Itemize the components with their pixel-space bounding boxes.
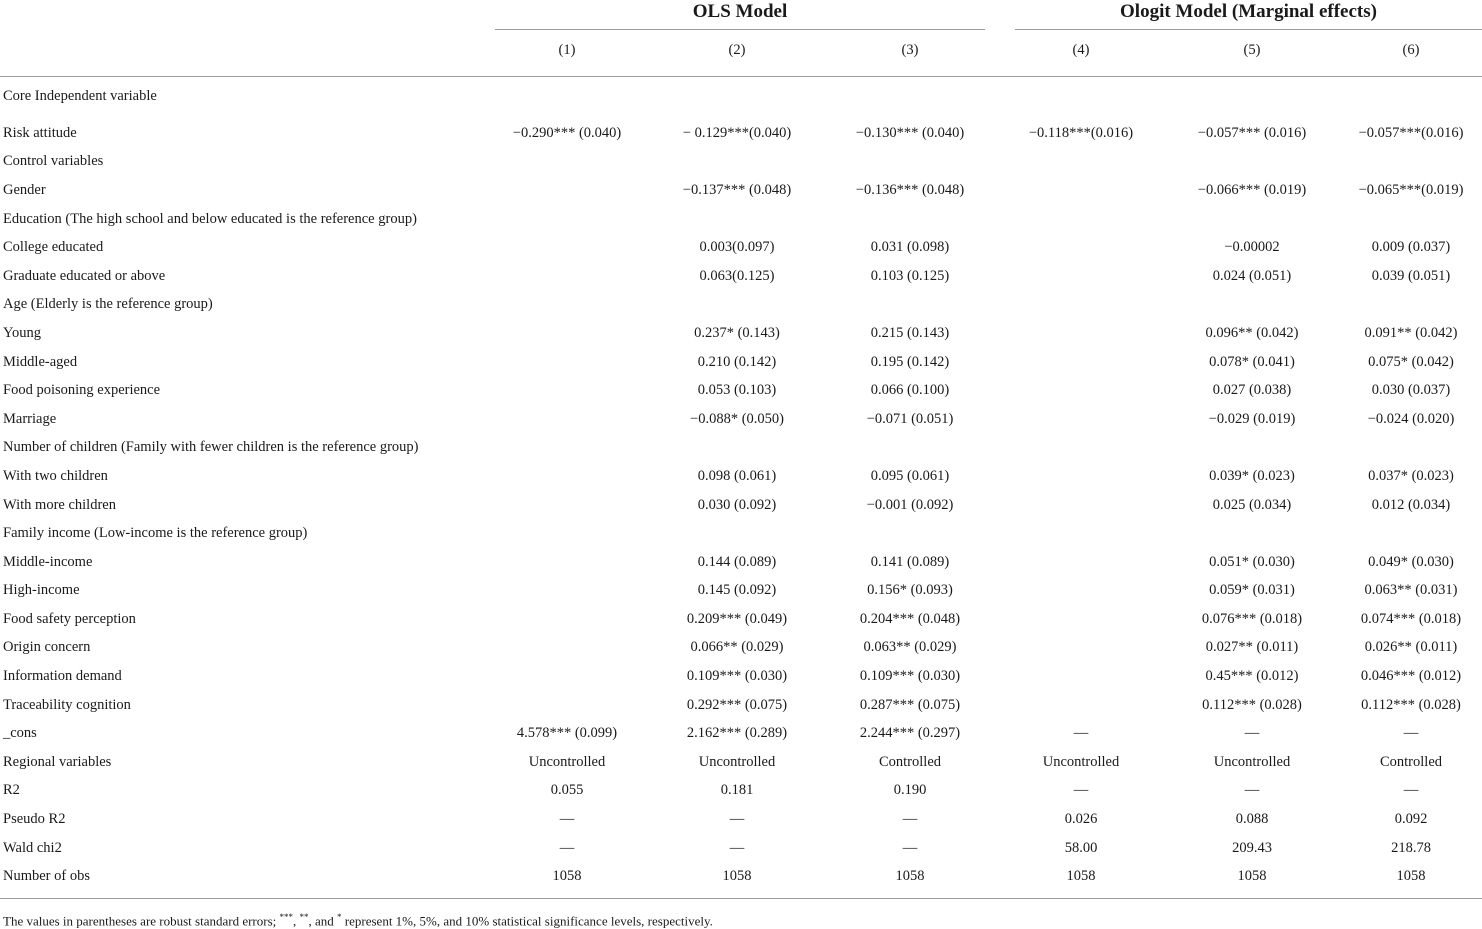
table-cell: Uncontrolled [698, 753, 776, 770]
table-row [0, 405, 1482, 434]
column-header: (5) [1243, 42, 1261, 58]
table-cell: 0.075* (0.042) [1368, 353, 1454, 370]
table-cell [482, 291, 652, 320]
table-row [0, 862, 1482, 891]
table-cell: — [729, 839, 745, 856]
table-cell: −0.136*** (0.048) [855, 181, 965, 198]
row-label: Traceability cognition [3, 696, 131, 713]
table-cell [652, 205, 822, 234]
table-cell: 0.144 (0.089) [697, 553, 777, 570]
table-row [0, 777, 1482, 806]
table-cell: −0.137*** (0.048) [682, 181, 792, 198]
table-row [0, 376, 1482, 405]
table-cell [482, 462, 652, 491]
table-cell [1340, 67, 1482, 119]
table-cell: 0.026 [1064, 811, 1098, 828]
table-cell: 0.063** (0.031) [1364, 582, 1458, 599]
row-label: Risk attitude [3, 124, 77, 141]
table-cell: — [559, 839, 575, 856]
table-cell [1340, 519, 1482, 548]
table-cell [998, 376, 1164, 405]
row-label: Education (The high school and below educated is the reference group) [3, 210, 417, 227]
table-cell [482, 434, 652, 463]
table-cell: 0.025 (0.034) [1212, 496, 1292, 513]
table-cell: 0.031 (0.098) [870, 239, 950, 256]
table-cell: — [559, 811, 575, 828]
table-row [0, 491, 1482, 520]
table-cell: — [1073, 725, 1089, 742]
table-cell [482, 148, 652, 177]
table-cell [482, 176, 652, 205]
table-cell [998, 319, 1164, 348]
table-cell: — [1244, 725, 1260, 742]
table-row [0, 719, 1482, 748]
table-cell: — [1403, 782, 1419, 799]
table-row [0, 577, 1482, 606]
row-label: _cons [3, 725, 37, 742]
row-label: Gender [3, 181, 46, 198]
table-cell: — [902, 811, 918, 828]
column-header: (1) [558, 42, 576, 58]
table-cell [652, 291, 822, 320]
table-cell: − 0.129***(0.040) [682, 124, 792, 141]
table-cell: — [1244, 782, 1260, 799]
group-underline-ols [495, 29, 985, 30]
table-cell: 0.156* (0.093) [867, 582, 953, 599]
table-cell: 0.027** (0.011) [1205, 639, 1299, 656]
row-label: College educated [3, 239, 104, 256]
table-row [0, 662, 1482, 691]
table-cell: 58.00 [1064, 839, 1098, 856]
table-cell: — [902, 839, 918, 856]
table-cell: 0.092 [1394, 811, 1428, 828]
table-cell [822, 148, 998, 177]
row-label: With more children [3, 496, 116, 513]
table-cell [1340, 148, 1482, 177]
table-cell [1164, 148, 1340, 177]
table-cell [652, 67, 822, 119]
row-label: Young [3, 324, 42, 341]
table-cell: −0.057***(0.016) [1358, 124, 1464, 141]
table-cell: 0.190 [893, 782, 927, 799]
column-header: (2) [728, 42, 746, 58]
table-cell [1340, 205, 1482, 234]
table-row [0, 205, 1482, 234]
table-cell: 0.215 (0.143) [870, 324, 950, 341]
table-cell [482, 262, 652, 291]
table-cell: 0.078* (0.041) [1209, 353, 1295, 370]
table-cell: 0.074*** (0.018) [1360, 610, 1462, 627]
table-row [0, 119, 1482, 148]
table-cell: 209.43 [1232, 839, 1272, 856]
table-cell: 0.195 (0.142) [870, 353, 950, 370]
table-cell: 0.095 (0.061) [870, 467, 950, 484]
table-row [0, 834, 1482, 863]
table-cell: 0.287*** (0.075) [859, 696, 961, 713]
table-row [0, 233, 1482, 262]
table-cell: 1058 [552, 868, 582, 885]
table-cell: 0.027 (0.038) [1212, 382, 1292, 399]
column-header: (6) [1402, 42, 1420, 58]
table-cell [652, 434, 822, 463]
table-row [0, 291, 1482, 320]
table-cell: −0.065***(0.019) [1358, 181, 1464, 198]
table-cell: 0.009 (0.037) [1371, 239, 1451, 256]
row-label: Food safety perception [3, 610, 136, 627]
table-cell [998, 176, 1164, 205]
table-cell: 0.063** (0.029) [863, 639, 957, 656]
table-cell: 0.209*** (0.049) [686, 610, 788, 627]
row-label: Wald chi2 [3, 839, 62, 856]
table-cell [998, 577, 1164, 606]
table-cell [998, 634, 1164, 663]
table-cell: 0.037* (0.023) [1368, 467, 1454, 484]
column-header-row [0, 34, 1482, 67]
row-label: Pseudo R2 [3, 811, 66, 828]
table-cell: 0.066** (0.029) [690, 639, 784, 656]
table-cell [482, 519, 652, 548]
table-cell: 2.244*** (0.297) [859, 725, 961, 742]
table-cell [1164, 67, 1340, 119]
table-row [0, 319, 1482, 348]
table-cell [482, 691, 652, 720]
table-cell: 0.45*** (0.012) [1205, 668, 1299, 685]
table-cell: 0.181 [720, 782, 754, 799]
row-label: With two children [3, 467, 108, 484]
table-cell [998, 462, 1164, 491]
table-cell [482, 577, 652, 606]
table-cell: 0.012 (0.034) [1371, 496, 1451, 513]
table-cell: Uncontrolled [528, 753, 606, 770]
table-row [0, 691, 1482, 720]
table-cell [998, 233, 1164, 262]
column-header: (3) [901, 42, 919, 58]
table-cell: −0.130*** (0.040) [855, 124, 965, 141]
table-cell: 0.112*** (0.028) [1361, 696, 1461, 713]
table-cell [482, 376, 652, 405]
table-cell: 0.098 (0.061) [697, 467, 777, 484]
row-label: Regional variables [3, 753, 112, 770]
bottom-rule [0, 898, 1482, 899]
table-cell: 0.024 (0.051) [1212, 267, 1292, 284]
table-cell: 1058 [1396, 868, 1426, 885]
table-cell: −0.066*** (0.019) [1197, 181, 1307, 198]
table-row [0, 605, 1482, 634]
table-row [0, 348, 1482, 377]
table-cell [998, 662, 1164, 691]
table-cell: 0.051* (0.030) [1209, 553, 1295, 570]
row-label: Number of obs [3, 868, 90, 885]
table-cell [482, 233, 652, 262]
table-cell: 0.055 [550, 782, 584, 799]
table-cell: 0.096** (0.042) [1205, 324, 1299, 341]
table-cell: −0.024 (0.020) [1367, 410, 1455, 427]
table-cell: 0.039* (0.023) [1209, 467, 1295, 484]
table-cell [1164, 519, 1340, 548]
table-row [0, 462, 1482, 491]
table-cell: 218.78 [1391, 839, 1431, 856]
row-label: Age (Elderly is the reference group) [3, 296, 213, 313]
table-cell [998, 434, 1164, 463]
table-cell: 0.237* (0.143) [694, 324, 780, 341]
table-cell [482, 548, 652, 577]
table-cell: 0.103 (0.125) [870, 267, 950, 284]
table-cell: 0.112*** (0.028) [1202, 696, 1302, 713]
table-cell [998, 262, 1164, 291]
row-label: Family income (Low-income is the reference group) [3, 525, 308, 542]
table-cell: 0.039 (0.051) [1371, 267, 1451, 284]
table-cell: −0.290*** (0.040) [512, 124, 622, 141]
table-row [0, 519, 1482, 548]
row-label: Origin concern [3, 639, 91, 656]
table-cell [652, 519, 822, 548]
table-cell [482, 319, 652, 348]
table-cell: — [729, 811, 745, 828]
column-header: (4) [1072, 42, 1090, 58]
table-cell [1340, 434, 1482, 463]
table-cell: 0.063(0.125) [699, 267, 775, 284]
table-cell: 0.049* (0.030) [1368, 553, 1454, 570]
table-cell: −0.071 (0.051) [866, 410, 954, 427]
table-cell: 0.109*** (0.030) [859, 668, 961, 685]
table-cell: −0.001 (0.092) [866, 496, 954, 513]
table-cell: 0.030 (0.037) [1371, 382, 1451, 399]
table-cell [1164, 291, 1340, 320]
table-cell: −0.088* (0.050) [690, 410, 784, 427]
table-cell [482, 67, 652, 119]
row-label: Information demand [3, 668, 122, 685]
table-cell: 0.091** (0.042) [1364, 324, 1458, 341]
table-cell: — [1403, 725, 1419, 742]
table-row [0, 67, 1482, 119]
table-cell: 0.076*** (0.018) [1201, 610, 1303, 627]
row-label: High-income [3, 582, 80, 599]
table-cell [998, 205, 1164, 234]
row-label: Middle-aged [3, 353, 78, 370]
table-row [0, 262, 1482, 291]
table-row [0, 634, 1482, 663]
table-row [0, 748, 1482, 777]
table-cell: 4.578*** (0.099) [516, 725, 618, 742]
table-cell [482, 634, 652, 663]
table-cell: 1058 [1237, 868, 1267, 885]
group-header-ologit: Ologit Model (Marginal effects) [1120, 1, 1377, 22]
table-cell: 1058 [1066, 868, 1096, 885]
table-cell: 0.046*** (0.012) [1360, 668, 1462, 685]
row-label: Number of children (Family with fewer children is the reference group) [3, 439, 419, 456]
table-cell [822, 67, 998, 119]
group-header-ols: OLS Model [692, 1, 788, 22]
table-cell: Uncontrolled [1042, 753, 1120, 770]
table-cell: Uncontrolled [1213, 753, 1291, 770]
table-cell: 0.145 (0.092) [697, 582, 777, 599]
table-row [0, 548, 1482, 577]
group-underline-ologit [1015, 29, 1482, 30]
table-row [0, 434, 1482, 463]
table-cell: 2.162*** (0.289) [686, 725, 788, 742]
table-cell [482, 491, 652, 520]
table-cell: 0.292*** (0.075) [686, 696, 788, 713]
column-header-blank [0, 34, 482, 67]
table-cell [998, 67, 1164, 119]
table-row [0, 176, 1482, 205]
row-label: Middle-income [3, 553, 93, 570]
table-cell [998, 491, 1164, 520]
table-cell: −0.00002 [1224, 239, 1280, 256]
table-cell [482, 605, 652, 634]
table-cell [998, 519, 1164, 548]
table-cell [482, 405, 652, 434]
table-row [0, 805, 1482, 834]
row-label: R2 [3, 782, 20, 799]
table-cell: 0.026** (0.011) [1364, 639, 1458, 656]
table-cell: 0.204*** (0.048) [859, 610, 961, 627]
table-cell [482, 205, 652, 234]
table-cell [822, 291, 998, 320]
table-cell [998, 605, 1164, 634]
table-cell [998, 291, 1164, 320]
table-cell [998, 405, 1164, 434]
table-cell [822, 434, 998, 463]
table-cell: 0.030 (0.092) [697, 496, 777, 513]
table-cell: 0.210 (0.142) [697, 353, 777, 370]
table-row [0, 148, 1482, 177]
table-cell [652, 148, 822, 177]
table-cell: −0.118***(0.016) [1028, 124, 1134, 141]
table-cell [822, 519, 998, 548]
table-footnote: The values in parentheses are robust standard errors; ***, **, and * represent 1%, 5%, and 10% statistical significance levels, respectively. [3, 912, 713, 929]
row-label: Graduate educated or above [3, 267, 166, 284]
table-cell: 0.109*** (0.030) [686, 668, 788, 685]
table-cell: −0.029 (0.019) [1208, 410, 1296, 427]
table-cell: 0.003(0.097) [699, 239, 775, 256]
row-label: Control variables [3, 153, 104, 170]
table-cell [998, 548, 1164, 577]
table-cell [998, 348, 1164, 377]
table-cell [482, 662, 652, 691]
table-cell: 1058 [895, 868, 925, 885]
table-cell: — [1073, 782, 1089, 799]
table-cell [1164, 205, 1340, 234]
table-cell: 0.053 (0.103) [697, 382, 777, 399]
table-cell [1340, 291, 1482, 320]
table-cell: 0.066 (0.100) [870, 382, 950, 399]
row-label: Core Independent variable [3, 87, 157, 104]
table-cell: 0.059* (0.031) [1209, 582, 1295, 599]
regression-table [0, 34, 1482, 891]
row-label: Food poisoning experience [3, 382, 161, 399]
table-cell [482, 348, 652, 377]
table-cell: −0.057*** (0.016) [1197, 124, 1307, 141]
table-cell [1164, 434, 1340, 463]
table-cell: 0.141 (0.089) [870, 553, 950, 570]
table-cell: 0.088 [1235, 811, 1269, 828]
table-cell: Controlled [1379, 753, 1443, 770]
table-cell: Controlled [878, 753, 942, 770]
row-label: Marriage [3, 410, 57, 427]
table-cell [998, 148, 1164, 177]
table-cell [998, 691, 1164, 720]
table-cell: 1058 [722, 868, 752, 885]
table-cell [822, 205, 998, 234]
